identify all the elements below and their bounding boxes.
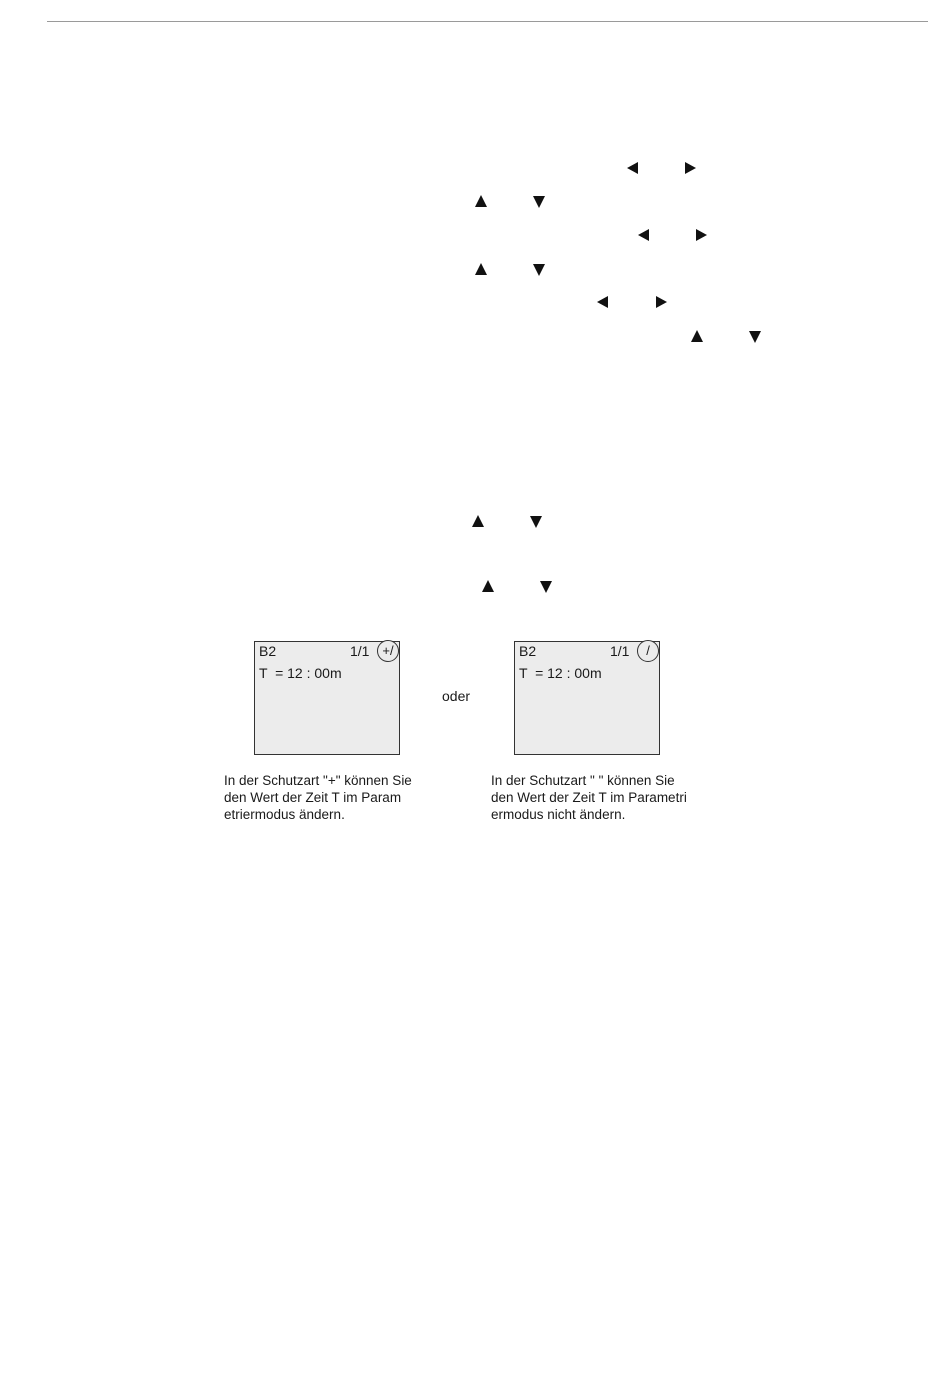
block-name: B2 xyxy=(259,643,277,659)
protection-mode-indicator: +/ xyxy=(377,640,399,662)
caption-line: ermodus nicht ändern. xyxy=(491,807,626,822)
down-arrow-key-icon xyxy=(533,196,545,208)
right-arrow-key-icon xyxy=(656,296,667,308)
block-name: B2 xyxy=(519,643,537,659)
up-arrow-key-icon xyxy=(475,195,487,207)
separator-text: oder xyxy=(442,688,471,704)
down-arrow-key-icon xyxy=(530,516,542,528)
caption-protected xyxy=(224,772,412,823)
down-arrow-key-icon xyxy=(540,581,552,593)
caption-line: den Wert der Zeit T im Param xyxy=(224,790,402,805)
up-arrow-key-icon xyxy=(482,580,494,592)
down-arrow-key-icon xyxy=(533,264,545,276)
down-arrow-key-icon xyxy=(749,331,761,343)
left-arrow-key-icon xyxy=(638,229,649,241)
caption-line: den Wert der Zeit T im Parametri xyxy=(491,790,687,805)
up-arrow-key-icon xyxy=(475,263,487,275)
header-rule xyxy=(47,21,928,22)
caption-unprotected xyxy=(491,772,687,823)
right-arrow-key-icon xyxy=(696,229,707,241)
caption-line: etriermodus ändern. xyxy=(224,807,345,822)
lcd-display-unprotected xyxy=(514,641,660,755)
left-arrow-key-icon xyxy=(627,162,638,174)
right-arrow-key-icon xyxy=(685,162,696,174)
lcd-display-protected xyxy=(254,641,400,755)
page-indicator: 1/1 xyxy=(610,643,630,659)
protection-mode-indicator: / xyxy=(637,640,659,662)
up-arrow-key-icon xyxy=(472,515,484,527)
caption-line: In der Schutzart " " können Sie xyxy=(491,773,675,788)
time-value: T = 12 : 00m xyxy=(259,665,342,681)
left-arrow-key-icon xyxy=(597,296,608,308)
up-arrow-key-icon xyxy=(691,330,703,342)
caption-line: In der Schutzart "+" können Sie xyxy=(224,773,412,788)
page-indicator: 1/1 xyxy=(350,643,370,659)
time-value: T = 12 : 00m xyxy=(519,665,602,681)
